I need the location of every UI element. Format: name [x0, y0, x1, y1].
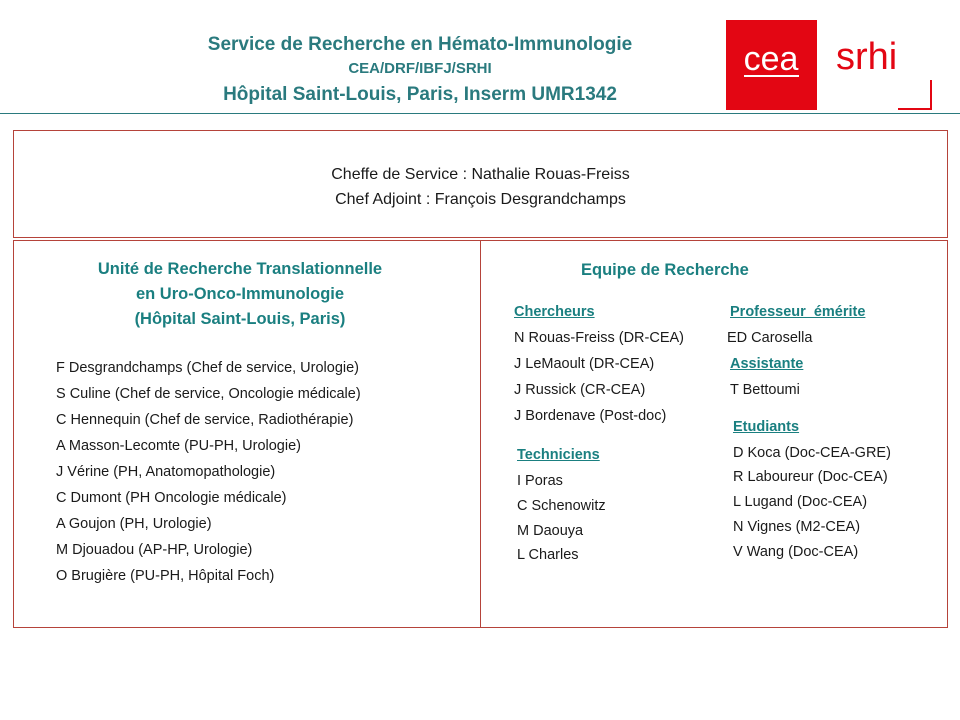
technician-item: C Schenowitz	[517, 498, 606, 514]
unit-member: A Masson-Lecomte (PU-PH, Urologie)	[56, 438, 301, 454]
unit-member: M Djouadou (AP-HP, Urologie)	[56, 542, 253, 558]
emeritus-heading: Professeur émérite	[730, 304, 866, 320]
student-item: N Vignes (M2-CEA)	[733, 519, 861, 535]
cea-logo-mark	[726, 20, 817, 110]
student-item: D Koca (Doc-CEA-GRE)	[733, 445, 891, 461]
unit-title-line-2: en Uro-Onco-Immunologie	[135, 285, 345, 303]
technician-item: L Charles	[517, 547, 579, 563]
unit-member: S Culine (Chef de service, Oncologie médicale)	[56, 386, 361, 402]
unit-member: O Brugière (PU-PH, Hôpital Foch)	[56, 568, 275, 584]
researchers-heading: Chercheurs	[514, 304, 595, 320]
srhi-logo: srhi	[836, 36, 898, 78]
unit-box	[13, 240, 481, 628]
header-divider	[0, 113, 960, 114]
technicians-heading: Techniciens	[517, 447, 600, 463]
unit-member: C Hennequin (Chef de service, Radiothérapie)	[56, 412, 354, 428]
student-item: V Wang (Doc-CEA)	[733, 544, 859, 560]
assistant-heading: Assistante	[730, 356, 804, 372]
researcher-item: J Bordenave (Post-doc)	[514, 408, 667, 424]
leadership-box	[13, 130, 948, 238]
unit-member: F Desgrandchamps (Chef de service, Urologie)	[56, 360, 360, 376]
unit-title-line-1: Unité de Recherche Translationnelle	[97, 260, 383, 278]
header-subtitle: CEA/DRF/IBFJ/SRHI	[348, 60, 492, 77]
researcher-item: J Russick (CR-CEA)	[514, 382, 646, 398]
researcher-item: J LeMaoult (DR-CEA)	[514, 356, 655, 372]
chief-of-service: Cheffe de Service : Nathalie Rouas-Freiss	[331, 166, 630, 183]
unit-member: J Vérine (PH, Anatomopathologie)	[56, 464, 276, 480]
unit-member: A Goujon (PH, Urologie)	[56, 516, 212, 532]
unit-title-line-3: (Hôpital Saint-Louis, Paris)	[134, 310, 346, 328]
team-box	[480, 240, 948, 628]
cea-logo	[726, 20, 817, 110]
emeritus-item: ED Carosella	[727, 330, 813, 346]
researcher-item: N Rouas-Freiss (DR-CEA)	[514, 330, 684, 346]
team-title: Equipe de Recherche	[581, 261, 749, 279]
technician-item: M Daouya	[517, 523, 584, 539]
student-item: L Lugand (Doc-CEA)	[733, 494, 868, 510]
srhi-logo-corner	[898, 80, 932, 110]
header-title: Service de Recherche en Hémato-Immunologie	[207, 34, 633, 55]
header-hospital: Hôpital Saint-Louis, Paris, Inserm UMR1342	[223, 84, 617, 105]
technician-item: I Poras	[517, 473, 563, 489]
student-item: R Laboureur (Doc-CEA)	[733, 469, 888, 485]
assistant-item: T Bettoumi	[730, 382, 800, 398]
unit-member: C Dumont (PH Oncologie médicale)	[56, 490, 287, 506]
cea-logo-text: cea	[743, 40, 799, 78]
deputy-chief: Chef Adjoint : François Desgrandchamps	[335, 191, 626, 208]
students-heading: Etudiants	[733, 419, 800, 435]
